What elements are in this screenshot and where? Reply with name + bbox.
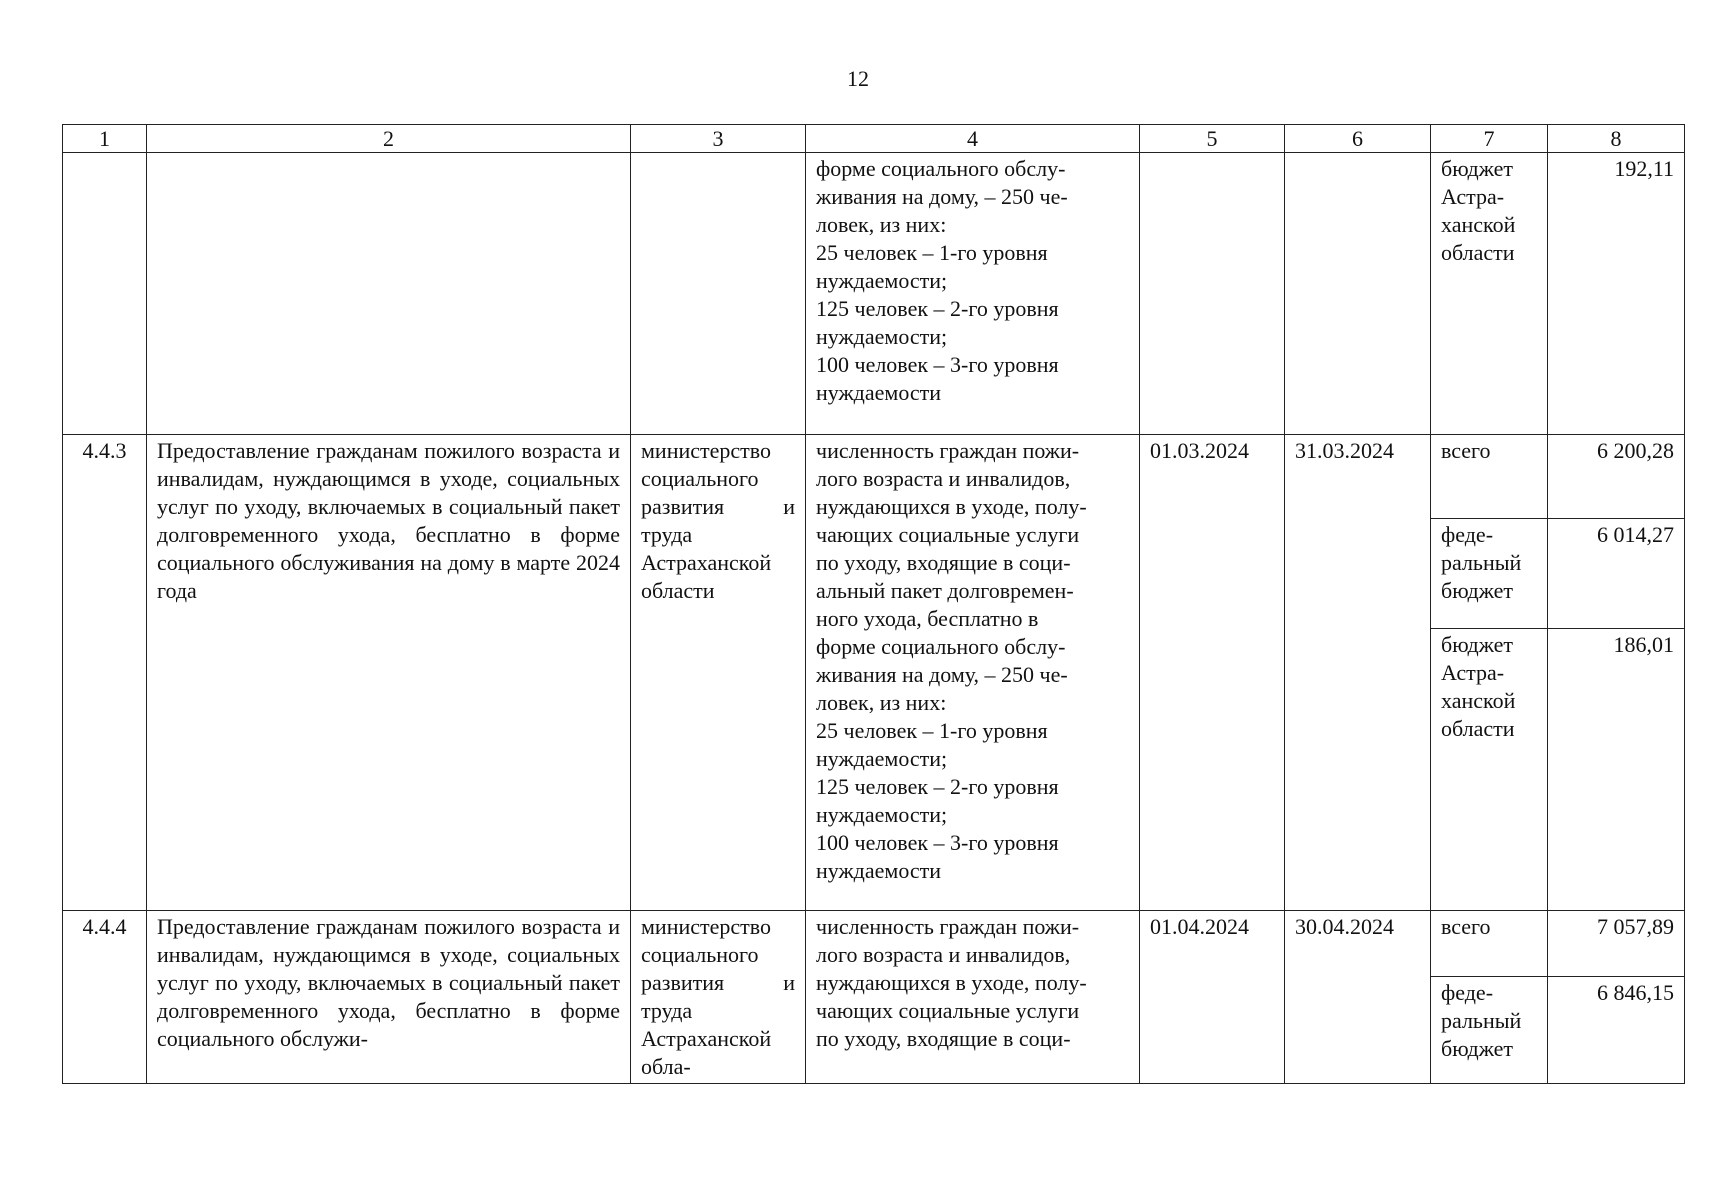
executor-cell: министерство социального развития и труда Астраханской области	[631, 435, 806, 911]
indicator-line: 125 человек – 2-го уровня	[816, 774, 1059, 799]
indicator-line: нуждающихся в уходе, полу-	[816, 494, 1087, 519]
indicator-line: нуждаемости	[816, 858, 942, 883]
indicator-line: 125 человек – 2-го уровня	[816, 296, 1059, 321]
indicator-line: 25 человек – 1-го уровня	[816, 240, 1048, 265]
indicator-line: лого возраста и инвалидов,	[816, 942, 1071, 967]
continuation-row	[63, 153, 1685, 435]
indicator-line: нуждающихся в уходе, полу-	[816, 970, 1087, 995]
indicator-cell	[806, 911, 1140, 1084]
funding-amount-cell: 7 057,89	[1548, 911, 1685, 977]
row-number-cell: 4.4.3	[63, 435, 147, 911]
indicator-line: ловек, из них:	[816, 212, 947, 237]
indicator-line: нуждаемости;	[816, 802, 948, 827]
end-date-cell: 31.03.2024	[1285, 435, 1431, 911]
column-number: 6	[1285, 125, 1431, 153]
table-row	[63, 911, 1685, 977]
funding-source-line: всего	[1441, 438, 1491, 463]
funding-source-line: всего	[1441, 914, 1491, 939]
column-number: 5	[1140, 125, 1285, 153]
indicator-line: альный пакет долговремен-	[816, 578, 1074, 603]
funding-source-line: феде-	[1441, 522, 1494, 547]
column-number: 2	[147, 125, 631, 153]
indicator-line: живания на дому, – 250 че-	[816, 184, 1068, 209]
column-number: 7	[1431, 125, 1548, 153]
measure-name-cell: Предоставление гражданам пожилого возраста и инвалидам, нуждающимся в уходе, социальных услуг по уходу, включаемых в социальный пакет долговременного ухода, бесплатно в форме социального обслужи-	[147, 911, 631, 1084]
funding-source-line: бюджет	[1441, 156, 1513, 181]
funding-source-line: ральный	[1441, 550, 1522, 575]
funding-source-line: Астра-	[1441, 660, 1505, 685]
row-number-cell	[63, 153, 147, 435]
funding-source-cell	[1431, 977, 1548, 1084]
executor-cell	[631, 153, 806, 435]
indicator-line: численность граждан пожи-	[816, 438, 1080, 463]
funding-source-cell	[1431, 629, 1548, 911]
indicator-line: ловек, из них:	[816, 690, 947, 715]
indicator-line: нуждаемости;	[816, 746, 948, 771]
column-number: 8	[1548, 125, 1685, 153]
table-row	[63, 435, 1685, 519]
column-number: 3	[631, 125, 806, 153]
measure-name-cell: Предоставление гражданам пожилого возраста и инвалидам, нуждающимся в уходе, социальных услуг по уходу, включаемых в социальный пакет долговременного ухода, бесплатно в форме социального обслуживания на дому в марте 2024 года	[147, 435, 631, 911]
column-number: 4	[806, 125, 1140, 153]
end-date-cell: 30.04.2024	[1285, 911, 1431, 1084]
indicator-line: нуждаемости;	[816, 268, 948, 293]
funding-source-line: ханской	[1441, 688, 1516, 713]
funding-amount-cell: 192,11	[1548, 153, 1685, 435]
funding-source-line: бюджет	[1441, 1036, 1513, 1062]
indicator-line: 100 человек – 3-го уровня	[816, 830, 1059, 855]
page-number: 12	[847, 66, 869, 91]
measure-name-cell	[147, 153, 631, 435]
funding-amount-cell: 6 200,28	[1548, 435, 1685, 519]
indicator-line: 100 человек – 3-го уровня	[816, 352, 1059, 377]
funding-amount-cell: 6 014,27	[1548, 519, 1685, 629]
column-number: 1	[63, 125, 147, 153]
indicator-line: чающих социальные услуги	[816, 522, 1080, 547]
funding-source-cell	[1431, 519, 1548, 629]
indicator-line: нуждаемости;	[816, 324, 948, 349]
indicator-line: лого возраста и инвалидов,	[816, 466, 1071, 491]
funding-source-line: ральный	[1441, 1008, 1522, 1034]
funding-source-line: феде-	[1441, 980, 1494, 1006]
funding-source-line: бюджет	[1441, 632, 1513, 657]
funding-amount-cell: 186,01	[1548, 629, 1685, 911]
start-date-cell: 01.04.2024	[1140, 911, 1285, 1084]
funding-source-line: области	[1441, 716, 1515, 741]
indicator-line: по уходу, входящие в соци-	[816, 550, 1071, 575]
indicator-line: ного ухода, бесплатно в	[816, 606, 1039, 631]
measures-table	[62, 124, 1685, 1084]
indicator-line: форме социального обслу-	[816, 634, 1066, 659]
funding-source-cell	[1431, 911, 1548, 977]
row-number-cell: 4.4.4	[63, 911, 147, 1084]
indicator-line: живания на дому, – 250 че-	[816, 662, 1068, 687]
indicator-line: нуждаемости	[816, 380, 942, 405]
indicator-line: численность граждан пожи-	[816, 914, 1080, 939]
indicator-line: 25 человек – 1-го уровня	[816, 718, 1048, 743]
indicator-line: по уходу, входящие в соци-	[816, 1026, 1071, 1051]
funding-source-cell	[1431, 153, 1548, 435]
funding-source-cell	[1431, 435, 1548, 519]
end-date-cell	[1285, 153, 1431, 435]
start-date-cell	[1140, 153, 1285, 435]
funding-amount-cell: 6 846,15	[1548, 977, 1685, 1084]
start-date-cell: 01.03.2024	[1140, 435, 1285, 911]
indicator-cell	[806, 435, 1140, 911]
column-number-header-row	[63, 125, 1685, 153]
indicator-cell	[806, 153, 1140, 435]
funding-source-line: бюджет	[1441, 578, 1513, 603]
indicator-line: форме социального обслу-	[816, 156, 1066, 181]
funding-source-line: ханской	[1441, 212, 1516, 237]
funding-source-line: области	[1441, 240, 1515, 265]
funding-source-line: Астра-	[1441, 184, 1505, 209]
indicator-line: чающих социальные услуги	[816, 998, 1080, 1023]
executor-cell: министерство социального развития и труда Астраханской обла-	[631, 911, 806, 1084]
